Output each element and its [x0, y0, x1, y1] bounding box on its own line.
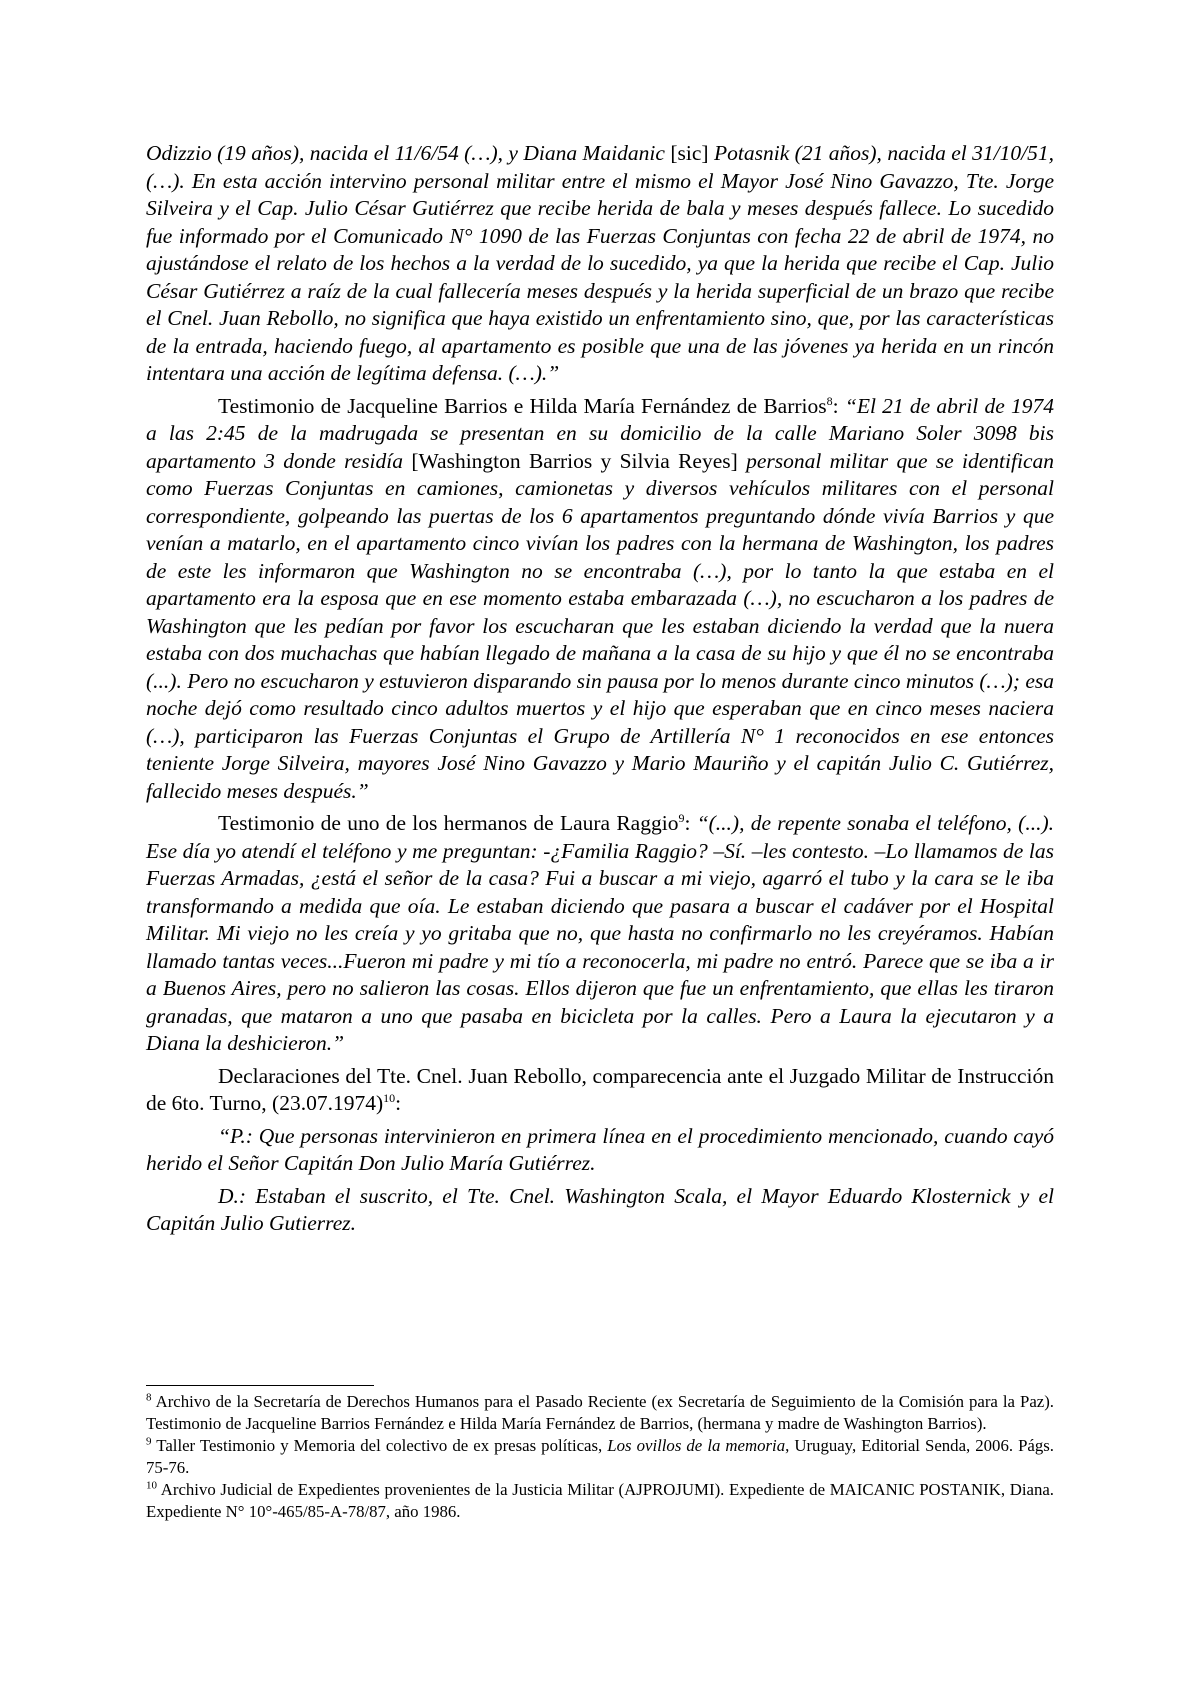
footnote-ref-9[interactable]: 9: [678, 810, 685, 825]
document-body: [146, 140, 1054, 1243]
quote-text: “El 21 de abril de 1974 a las 2:45 de la madrugada se presentan en su domicilio de la calle Mariano Soler 3098 bis apartamento 3 donde residía: [146, 393, 1054, 473]
separator: :: [684, 811, 697, 835]
quote-text: Odizzio (19 años), nacida el 11/6/54 (…), y Diana Maidanic: [146, 141, 671, 165]
paragraph-barrios-testimony: [146, 393, 1054, 806]
footnote-text: Archivo Judicial de Expedientes provenientes de la Justicia Militar (AJPROJUMI). Expediente de MAICANIC POSTANIK, Diana. Expediente N° 10°-465/85-A-78/87, año 1986.: [146, 1480, 1054, 1521]
footnote-8: [146, 1391, 1054, 1434]
footnote-9: [146, 1435, 1054, 1478]
quote-text: Potasnik (21 años), nacida el 31/10/51, (…). En esta acción intervino personal militar entre el mismo el Mayor José Nino Gavazzo, Tte. Jorge Silveira y el Cap. Julio César Gutiérrez que recibe herida de bala y meses después fallece. Lo sucedido fue informado por el Comunicado N° 1090 de las Fuerzas Conjuntas con fecha 22 de abril de 1974, no ajustándose el relato de los hechos a la verdad de lo sucedido, ya que la herida que recibe el Cap. Julio César Gutiérrez a raíz de la cual fallecería meses después y la herida superficial de un brazo que recibe el Cnel. Juan Rebollo, no significa que haya existido un enfrentamiento sino, que, por las características de la entrada, haciendo fuego, al apartamento es posible que una de las jóvenes ya herida en un rincón intentara una acción de legítima defensa. (…).”: [146, 141, 1055, 385]
quote-text: “(...), de repente sonaba el teléfono, (...). Ese día yo atendí el teléfono y me preguntan: -¿Familia Raggio? –Sí. –les contesto. –Lo llamamos de las Fuerzas Armadas, ¿está el señor de la casa? Fui a buscar a mi viejo, agarró el tubo y la cara se le iba transformando a medida que oía. Le estaban diciendo que pasara a buscar el cadáver por el Hospital Militar. Mi viejo no les creía y yo gritaba que no, que hasta no confirmarlo no les creyéramos. Habían llamado tantas veces...Fueron mi padre y mi tío a reconocerla, mi padre no entró. Parece que se iba a ir a Buenos Aires, pero no salieron las cosas. Ellos dijeron que fue un enfrentamiento, que ellas les tiraron granadas, que mataron a uno que pasaba en bicicleta por la calles. Pero a Laura la ejecutaron y a Diana la deshicieron.”: [146, 811, 1054, 1055]
editorial-note-sic: [sic]: [670, 141, 709, 165]
footnote-number: 8: [146, 1391, 152, 1404]
quote-text: “P.: Que personas intervinieron en primera línea en el procedimiento mencionado, cuando cayó herido el Señor Capitán Don Julio María Gutiérrez.: [146, 1123, 1054, 1175]
book-title: Los ovillos de la memoria: [607, 1436, 786, 1455]
paragraph-intro: Testimonio de uno de los hermanos de Laura Raggio: [218, 811, 679, 835]
footnote-separator: [146, 1385, 374, 1386]
paragraph-raggio-testimony: [146, 810, 1054, 1058]
footnote-number: 9: [146, 1435, 152, 1448]
paragraph-intro: Testimonio de Jacqueline Barrios e Hilda María Fernández de Barrios: [218, 393, 827, 418]
footnote-ref-8[interactable]: 8: [826, 393, 833, 408]
paragraph-question: [146, 1123, 1054, 1178]
paragraph-answer: [146, 1183, 1054, 1238]
footnote-text: Taller Testimonio y Memoria del colectivo de ex presas políticas,: [151, 1436, 608, 1455]
paragraph-rebollo-declarations: [146, 1063, 1054, 1118]
footnote-text: Archivo de la Secretaría de Derechos Humanos para el Pasado Reciente (ex Secretaría de Seguimiento de la Comisión para la Paz). Testimonio de Jacqueline Barrios Fernández e Hilda María Fernández de Barrios, (hermana y madre de Washington Barrios).: [146, 1392, 1054, 1433]
footnote-10: [146, 1479, 1054, 1522]
quote-text: personal militar que se identifican como Fuerzas Conjuntas en camiones, camionetas y diversos vehículos militares con el personal correspondiente, golpeando las puertas de los 6 apartamentos preguntando dónde vivía Barrios y que venían a matarlo, en el apartamento cinco vivían los padres con la hermana de Washington, los padres de este les informaron que Washington no se encontraba (…), por lo tanto la que estaba en el apartamento era la esposa que en ese momento estaba embarazada (…), no escucharon a los padres de Washington que les pedían por favor los escucharan que les estaban diciendo la verdad que la nuera estaba con dos muchachas que habían llegado de mañana a la casa de su hijo y que él no se encontraba (...). Pero no escucharon y estuvieron disparando sin pausa por lo menos durante cinco minutos (…); esa noche dejó como resultado cinco adultos muertos y el hijo que esperaban que en cinco meses naciera (…), participaron las Fuerzas Conjuntas el Grupo de Artillería N° 1 reconocidos en ese entonces teniente Jorge Silveira, mayores José Nino Gavazzo y Mario Mauriño y el capitán Julio C. Gutiérrez, fallecido meses después.”: [146, 448, 1054, 803]
paragraph-operation-account: [146, 140, 1054, 388]
editorial-insertion: [Washington Barrios y Silvia Reyes]: [411, 448, 738, 473]
paragraph-intro: Declaraciones del Tte. Cnel. Juan Rebollo, comparecencia ante el Juzgado Militar de Instrucción de 6to. Turno, (23.07.1974): [146, 1063, 1054, 1115]
quote-text: D.: Estaban el suscrito, el Tte. Cnel. Washington Scala, el Mayor Eduardo Klosternick y el Capitán Julio Gutierrez.: [146, 1183, 1054, 1235]
footnote-ref-10[interactable]: 10: [383, 1090, 396, 1105]
footnote-text: , Uruguay, Editorial Senda, 2006. Págs. 75-76.: [146, 1436, 1054, 1477]
separator: :: [395, 1091, 402, 1115]
footnotes-section: [146, 1391, 1054, 1523]
footnote-number: 10: [146, 1479, 157, 1492]
separator: :: [832, 393, 845, 418]
